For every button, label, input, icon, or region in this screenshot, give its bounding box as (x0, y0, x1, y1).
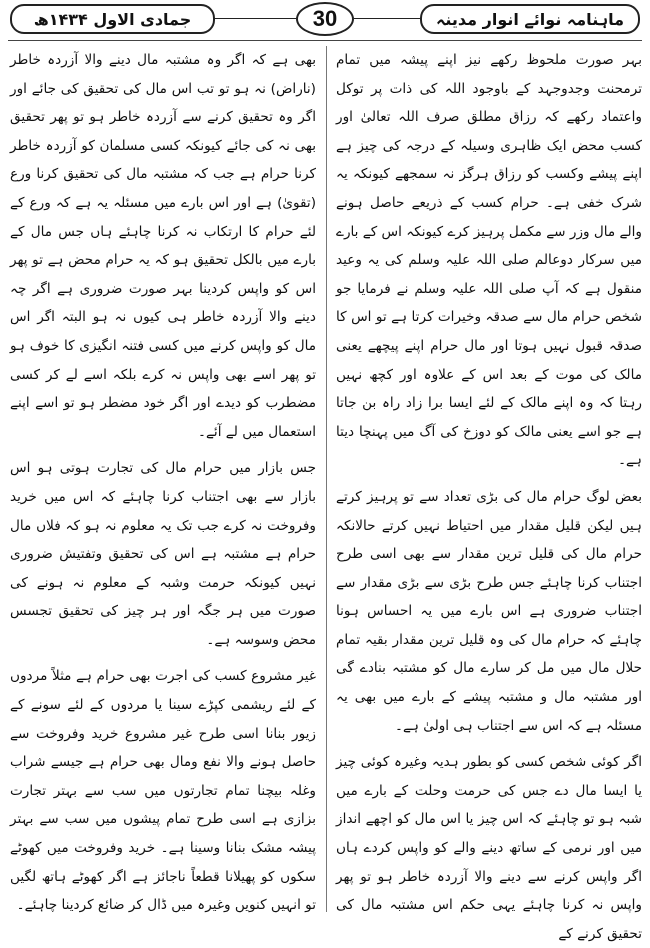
paragraph: جس بازار میں حرام مال کی تجارت ہوتی ہو اس بازار سے بھی اجتناب کرنا چاہئے کہ اس میں خرید وفروخت نہ کرے جب تک یہ معلوم نہ ہو کہ فلاں مال حرام ہے مشتبہ ہے اس کی تحقیق وتفتیش ضروری نہیں کیونکہ حرمت وشبہ کے معلوم نہ ہونے کی صورت میں ہر جگہ اور ہر چیز کی تحقیق تجسس محض وسوسہ ہے۔ (10, 460, 316, 648)
text-column-left (10, 46, 316, 920)
paragraph: بعض لوگ حرام مال کی بڑی تعداد سے تو پرہیز کرتے ہیں لیکن قلیل مقدار میں احتیاط نہیں کرتے حالانکہ حرام مال کی قلیل ترین مقدار سے بھی اسی طرح اجتناب کرنا چاہئے جس طرح بڑی سے بڑی مقدار سے اجتناب ضروری ہے اس بارے میں یہ احساس ہونا چاہئے کہ حرام مال کی وہ قلیل ترین مقدار بقیہ تمام حلال مال میں مل کر سارے مال کو مشتبہ بنادے گی اور مشتبہ مال و مشتبہ پیشے کے بارے میں بھی یہ مسئلہ ہے کہ اس سے اجتناب ہی اولیٰ ہے۔ (336, 488, 642, 734)
issue-date-box (10, 4, 215, 34)
paragraph: بہر صورت ملحوظ رکھے نیز اپنے پیشہ میں تمام ترمحنت وجدوجہد کے باوجود اللہ کی ذات پر توکل واعتماد رکھے کہ رزاق مطلق صرف اللہ تعالیٰ اور کسب محض ایک ظاہری وسیلہ کے درجہ کی چیز ہے اپنے پیشے وکسب کو رزاق ہرگز نہ سمجھے کیونکہ یہ شرک خفی ہے۔ حرام کسب کے ذریعے حاصل ہونے والے مال وزر سے مکمل پرہیز کرے کیونکہ اس کے بارے میں سرکار دوعالم صلی اللہ علیہ وسلم کی یہ وعید منقول ہے کہ آپ صلی اللہ علیہ وسلم نے فرمایا جو شخص حرام مال سے صدقہ وخیرات کرتا ہے تو اس کا صدقہ قبول نہیں ہوتا اور مال حرام اپنے پیچھے یعنی مالک کی موت کے بعد اس کے علاوہ اور کچھ نہیں رہتا کہ وہ اپنے مالک کے لئے ایسا برا زاد راہ بن جاتا ہے جو اسے یعنی مالک کو دوزخ کی آگ میں پہنچا دیتا ہے۔ (336, 52, 642, 469)
magazine-title-box (420, 4, 640, 34)
magazine-title: ماہنامہ نوائے انوار مدینہ (436, 9, 625, 29)
paragraph: غیر مشروع کسب کی اجرت بھی حرام ہے مثلاً مردوں کے لئے ریشمی کپڑے سینا یا مردوں کے لئے سونے کے زیور بنانا اسی طرح غیر مشروع خرید وفروخت سے حاصل ہونے والا نفع ومال بھی حرام ہے جیسے شراب وغلہ بیچنا تمام تجارتوں میں سب سے بہتر تجارت بزازی ہے اسی طرح تمام پیشوں میں سب سے بہتر پیشہ مشک بنانا وسینا ہے۔ خرید وفروخت میں کھوٹے سکوں کو پھیلانا قطعاً ناجائز ہے اگر کھوٹے ہاتھ لگیں تو انہیں کنویں وغیرہ میں ڈال کر ضائع کردینا چاہئے۔ (10, 668, 316, 914)
header-divider-line (354, 18, 420, 19)
paragraph: بھی ہے کہ اگر وہ مشتبہ مال دینے والا آزردہ خاطر (ناراض) نہ ہو تو تب اس مال کی تحقیق کی جائے اور اگر وہ تحقیق کرنے سے آزردہ خاطر ہو تو پھر تحقیق بھی نہ کی جائے کیونکہ کسی مسلمان کو آزردہ خاطر کرنا حرام ہے جب کہ مشتبہ مال کی تحقیق کرنا ورع (تقویٰ) ہے اور اس بارے میں مسئلہ یہ ہے کہ ورع کے لئے حرام کا ارتکاب نہ کرنا چاہئے ہاں جس مال کے بارے میں بالکل تحقیق ہو کہ یہ حرام محض ہے تو پھر اس کو واپس کردینا بہر صورت ضروری ہے اگر چہ دینے والا آزردہ خاطر ہی کیوں نہ ہو البتہ اگر اس مال کو واپس کرنے میں کسی فتنہ انگیزی کا خوف ہو تو پھر اسے بھی واپس نہ کرے بلکہ اسے لے کر کسی مضطرب کو دیدے اور اگر خود مضطر ہو تو اسے اپنے استعمال میں لے آئے۔ (10, 52, 316, 440)
issue-date: جمادی الاول ۱۴۳۴ھ (33, 9, 192, 29)
text-column-right (336, 46, 642, 948)
page-header (0, 0, 650, 40)
page-number-badge (296, 2, 354, 36)
paragraph: اگر کوئی شخص کسی کو بطور ہدیہ وغیرہ کوئی چیز یا ایسا مال دے جس کی حرمت وحلت کے بارے میں شبہ ہو تو چاہئے کہ اس چیز یا اس مال کو اچھے انداز میں اور نرمی کے ساتھ دینے والے کو واپس کردے ہاں اگر واپس کرنے سے دینے والا آزردہ خاطر ہو تو پھر واپس نہ کرنا چاہئے یہی حکم اس مشتبہ مال کی تحقیق کرنے کے (336, 754, 642, 942)
header-rule (8, 40, 642, 41)
column-separator (326, 46, 327, 912)
header-divider-line (215, 18, 296, 19)
page-number: 30 (312, 6, 338, 31)
